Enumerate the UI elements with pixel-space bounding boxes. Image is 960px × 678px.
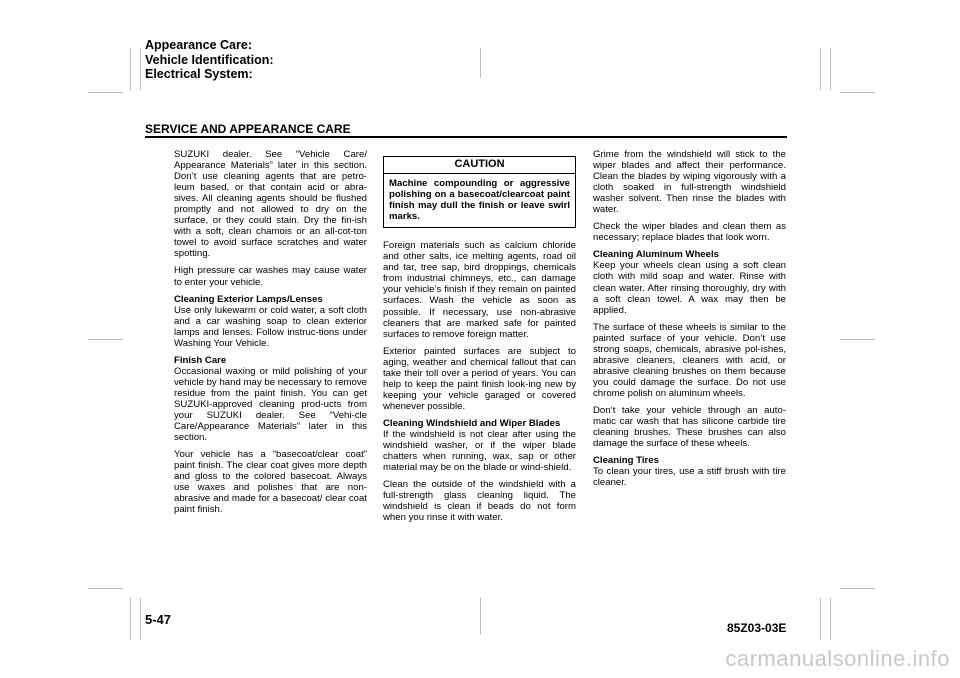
- paragraph-text: If the windshield is not clear after using the windshield washer, or if the wiper blade chatters when running, wax, sap or other material may be on the blade or wind-shield.: [383, 428, 576, 474]
- section-title: SERVICE AND APPEARANCE CARE: [145, 122, 351, 136]
- crop-mark: [130, 48, 131, 90]
- crop-mark: [840, 92, 874, 93]
- crop-mark: [88, 588, 122, 589]
- paragraph: [174, 355, 367, 443]
- paragraph: Exterior painted surfaces are subject to aging, weather and chemical fallout that can take their toll over a period of years. You can help to keep the paint finish look-ing new by keeping your vehicle garaged or covered whenever possible.: [383, 345, 576, 412]
- paragraph-text: Use only lukewarm or cold water, a soft cloth and a car washing soap to clean exterior lamps and lenses. Follow instruc-tions under Washing Your Vehicle.: [174, 304, 367, 349]
- text-column-1: [174, 149, 367, 521]
- subheading: Cleaning Exterior Lamps/Lenses: [174, 293, 323, 305]
- header-titles: [145, 38, 274, 82]
- text-column-2: [383, 149, 576, 529]
- paragraph: [383, 418, 576, 473]
- crop-mark: [480, 48, 481, 78]
- header-line: Electrical System:: [145, 67, 253, 81]
- crop-mark: [480, 598, 481, 634]
- paragraph-text: Keep your wheels clean using a soft clean cloth with mild soap and water. Rinse with clean water. After rinsing thoroughly, dry with a soft clean towel. A wax may then be applied.: [593, 260, 786, 316]
- section-rule: [145, 136, 787, 138]
- subheading: Cleaning Tires: [593, 455, 659, 467]
- crop-mark: [840, 588, 874, 589]
- crop-mark: [88, 92, 122, 93]
- header-line: Vehicle Identification:: [145, 52, 274, 67]
- document-code: 85Z03-03E: [727, 621, 787, 635]
- subheading: Finish Care: [174, 354, 227, 366]
- paragraph: Your vehicle has a “basecoat/clear coat” paint finish. The clear coat gives more depth and gloss to the colored basecoat. Always use waxes and polishes that are non-abrasive and made for a basecoat/ clear coat paint finish.: [174, 449, 367, 516]
- header-line: Appearance Care:: [145, 38, 252, 52]
- crop-mark: [140, 598, 141, 640]
- paragraph: [174, 294, 367, 349]
- paragraph-text: To clean your tires, use a stiff brush with tire cleaner.: [593, 466, 786, 489]
- watermark-text: carmanualsonline.info: [725, 646, 950, 671]
- paragraph-text: Occasional waxing or mild polishing of your vehicle by hand may be necessary to remove residue from the paint finish. You can get SUZUKI-approved cleaning prod-ucts from your SUZUKI dealer. See “Vehi-cle Care/Appearance Materials” later in this section.: [174, 365, 367, 444]
- text-column-3: [593, 149, 786, 494]
- crop-mark: [820, 598, 821, 640]
- crop-mark: [130, 598, 131, 640]
- paragraph: [593, 455, 786, 488]
- paragraph: Don’t take your vehicle through an auto-matic car wash that has silicone carbide tire cleaning brushes. These brushes can also damage the surface of these wheels.: [593, 404, 786, 450]
- paragraph: [593, 249, 786, 315]
- crop-mark: [840, 339, 874, 340]
- paragraph: Grime from the windshield will stick to the wiper blades and affect their performance. Clean the blades by wiping vigorously with a cloth soaked in full-strength windshield washer solvent. Then rinse the blades with water.: [593, 149, 786, 216]
- paragraph: Clean the outside of the windshield with a full-strength glass cleaning liquid. The windshield is clean if beads do not form when you rinse it with water.: [383, 479, 576, 524]
- crop-mark: [830, 598, 831, 640]
- caution-box: [383, 156, 576, 228]
- crop-mark: [820, 48, 821, 90]
- paragraph: The surface of these wheels is similar to the painted surface of your vehicle. Don’t use strong soaps, chemicals, abrasive pol-ishes, abrasive cleaners, cleaners with acid, or abrasive cleaning brushes on them because you could damage the surface. Do not use chrome polish on aluminum wheels.: [593, 321, 786, 399]
- paragraph: SUZUKI dealer. See “Vehicle Care/ Appearance Materials” later in this section. Don’t use cleaning agents that are petro-leum based, or that contain acid or abra-sives. All cleaning agents should be flushed promptly and not allowed to dry on the surface, or they could stain. Dry the fin-ish with a soft, clean chamois or an all-cot-ton towel to avoid surface scratches and water spotting.: [174, 149, 367, 260]
- crop-mark: [140, 48, 141, 90]
- paragraph: Foreign materials such as calcium chloride and other salts, ice melting agents, road oil and tar, tree sap, bird droppings, chemicals from industrial chimneys, etc., can damage your vehicle’s finish if they remain on painted surfaces. Wash the vehicle as soon as possible. If necessary, use non-abrasive cleaners that are marked safe for painted surfaces to remove foreign matter.: [383, 240, 576, 340]
- caution-text: Machine compounding or aggressive polishing on a basecoat/clearcoat paint finish may dull the finish or leave swirl marks.: [389, 178, 570, 223]
- caution-title: CAUTION: [384, 157, 575, 174]
- subheading: Cleaning Aluminum Wheels: [593, 249, 719, 261]
- subheading: Cleaning Windshield and Wiper Blades: [383, 417, 561, 429]
- crop-mark: [88, 339, 122, 340]
- crop-mark: [830, 48, 831, 90]
- paragraph: High pressure car washes may cause water to enter your vehicle.: [174, 265, 367, 288]
- paragraph: Check the wiper blades and clean them as necessary; replace blades that look worn.: [593, 221, 786, 244]
- page-number: 5-47: [145, 612, 172, 627]
